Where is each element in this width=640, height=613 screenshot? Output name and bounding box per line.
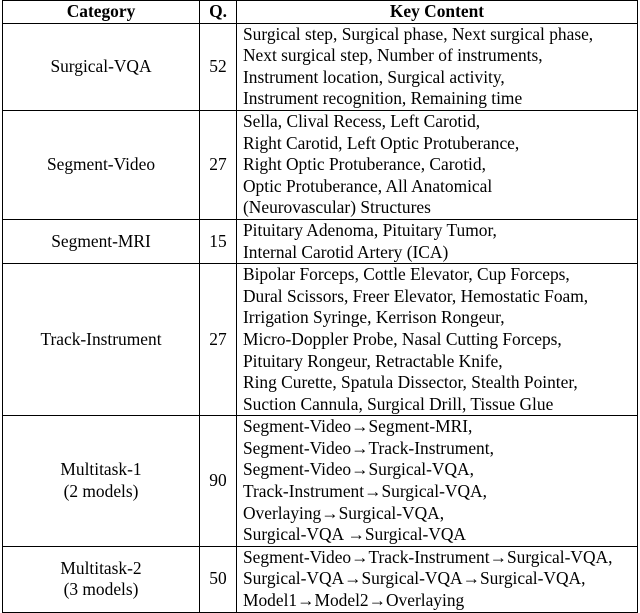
key-content-cell <box>237 264 638 416</box>
key-line: Suction Cannula, Surgical Drill, Tissue Glue <box>243 393 554 414</box>
key-content-cell <box>237 219 638 263</box>
category-line: Multitask-1 <box>60 459 142 480</box>
question-count: 52 <box>200 23 237 110</box>
category-cell <box>3 264 200 416</box>
key-line: Segment-Video→Track-Instrument→Surgical-VQA, <box>243 546 613 567</box>
key-line: Pituitary Rongeur, Retractable Knife, <box>243 350 503 371</box>
table-row-multitask-2 <box>3 546 638 612</box>
header-row <box>3 1 638 24</box>
table-row-track-instrument <box>3 264 638 416</box>
question-count: 90 <box>200 416 237 547</box>
category-line: Multitask-2 <box>60 557 142 578</box>
key-line: Surgical step, Surgical phase, Next surgical phase, <box>243 23 594 44</box>
key-line: Next surgical step, Number of instruments, <box>243 45 543 66</box>
key-line: Model1→Model2→Overlaying <box>243 590 465 611</box>
key-line: Segment-Video→Surgical-VQA, <box>243 459 474 480</box>
category-cell <box>3 219 200 263</box>
question-count: 50 <box>200 546 237 612</box>
category-cell <box>3 416 200 547</box>
question-count: 27 <box>200 264 237 416</box>
key-line: Overlaying→Surgical-VQA, <box>243 502 445 523</box>
key-line: Segment-Video→Track-Instrument, <box>243 437 494 458</box>
table-row-surgical-vqa <box>3 23 638 110</box>
key-line: Pituitary Adenoma, Pituitary Tumor, <box>243 219 497 240</box>
category-line: (2 models) <box>63 481 139 502</box>
key-line: Irrigation Syringe, Kerrison Rongeur, <box>243 307 505 328</box>
category-line: Segment-Video <box>46 154 156 175</box>
category-line: Segment-MRI <box>51 230 151 251</box>
category-line: (3 models) <box>63 579 139 600</box>
content-table <box>2 0 638 613</box>
key-content-cell <box>237 416 638 547</box>
key-line: Instrument recognition, Remaining time <box>243 88 523 109</box>
key-line: Track-Instrument→Surgical-VQA, <box>243 481 487 502</box>
category-line: Surgical-VQA <box>50 55 152 76</box>
table-row-segment-mri <box>3 219 638 263</box>
key-line: Right Carotid, Left Optic Protuberance, <box>243 132 520 153</box>
header-key-content: Key Content <box>237 1 638 24</box>
key-line: Right Optic Protuberance, Carotid, <box>243 154 486 175</box>
key-line: Ring Curette, Spatula Dissector, Stealth Pointer, <box>243 372 578 393</box>
category-cell <box>3 23 200 110</box>
key-line: Micro-Doppler Probe, Nasal Cutting Forceps, <box>243 328 562 349</box>
key-content-cell <box>237 110 638 219</box>
header-category: Category <box>3 1 200 24</box>
key-line: Segment-Video→Segment-MRI, <box>243 416 473 437</box>
category-cell <box>3 110 200 219</box>
question-count: 15 <box>200 219 237 263</box>
key-line: Surgical-VQA →Surgical-VQA <box>243 524 466 545</box>
key-content-cell <box>237 23 638 110</box>
key-line: Bipolar Forceps, Cottle Elevator, Cup Forceps, <box>243 264 570 285</box>
category-cell <box>3 546 200 612</box>
key-line: Surgical-VQA→Surgical-VQA→Surgical-VQA, <box>243 568 586 589</box>
key-line: (Neurovascular) Structures <box>243 197 431 218</box>
key-line: Instrument location, Surgical activity, <box>243 66 505 87</box>
table-row-segment-video <box>3 110 638 219</box>
key-line: Optic Protuberance, All Anatomical <box>243 175 493 196</box>
question-count: 27 <box>200 110 237 219</box>
key-line: Dural Scissors, Freer Elevator, Hemostatic Foam, <box>243 285 589 306</box>
table-row-multitask-1 <box>3 416 638 547</box>
key-content-cell <box>237 546 638 612</box>
key-line: Sella, Clival Recess, Left Carotid, <box>243 110 481 131</box>
key-line: Internal Carotid Artery (ICA) <box>243 241 449 262</box>
category-line: Track-Instrument <box>40 328 162 349</box>
header-q: Q. <box>200 1 237 24</box>
